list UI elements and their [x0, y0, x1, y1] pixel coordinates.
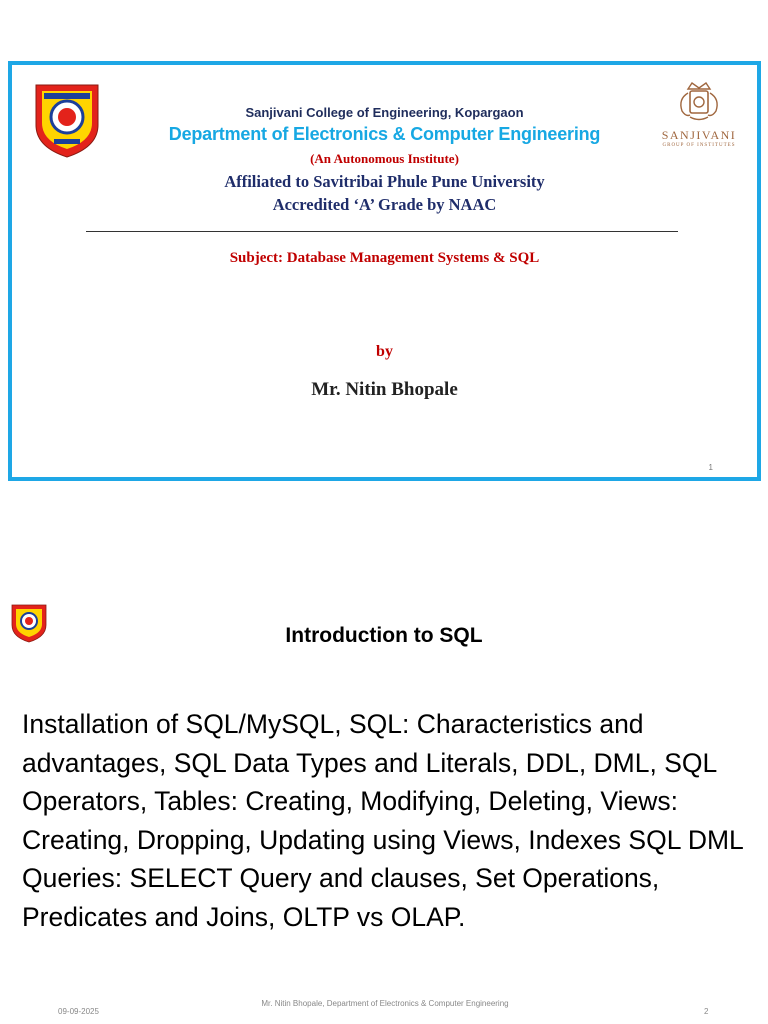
page-number: 1 [708, 463, 713, 472]
logo-wordmark: SANJIVANI [661, 128, 737, 142]
crest-icon [658, 81, 740, 125]
affiliation-text: Affiliated to Savitribai Phule Pune University [224, 172, 545, 191]
footer-date: 09-09-2025 [58, 1007, 99, 1016]
sanjivani-group-logo [658, 81, 740, 155]
department-name: Department of Electronics & Computer Engineering [168, 124, 601, 144]
accreditation-text: Accredited ‘A’ Grade by NAAC [272, 195, 497, 214]
by-label: by [376, 343, 393, 360]
footer-author: Mr. Nitin Bhopale, Department of Electronics & Computer Engineering [261, 999, 509, 1008]
logo-subtext: GROUP OF INSTITUTES [662, 143, 736, 148]
college-name: Sanjivani College of Engineering, Kopargaon [245, 105, 524, 120]
divider-line [86, 231, 678, 232]
title-slide [8, 61, 761, 481]
subject-line: Subject: Database Management Systems & SQL [229, 250, 540, 266]
slide-title: Introduction to SQL [285, 624, 483, 647]
page-number-2: 2 [704, 1007, 709, 1016]
syllabus-body: Installation of SQL/MySQL, SQL: Characteristics and advantages, SQL Data Types and Literals, DDL, DML, SQL Operators, Tables: Creating, Modifying, Deleting, Views: Creating, Dropping, Updating using Views, Indexes SQL DML Queries: SELECT Query and clauses, Set Operations, Predicates and Joins, OLTP vs OLAP. [22, 709, 743, 932]
autonomous-label: (An Autonomous Institute) [310, 151, 459, 166]
college-crest-logo [30, 81, 104, 159]
author-name: Mr. Nitin Bhopale [311, 379, 458, 400]
